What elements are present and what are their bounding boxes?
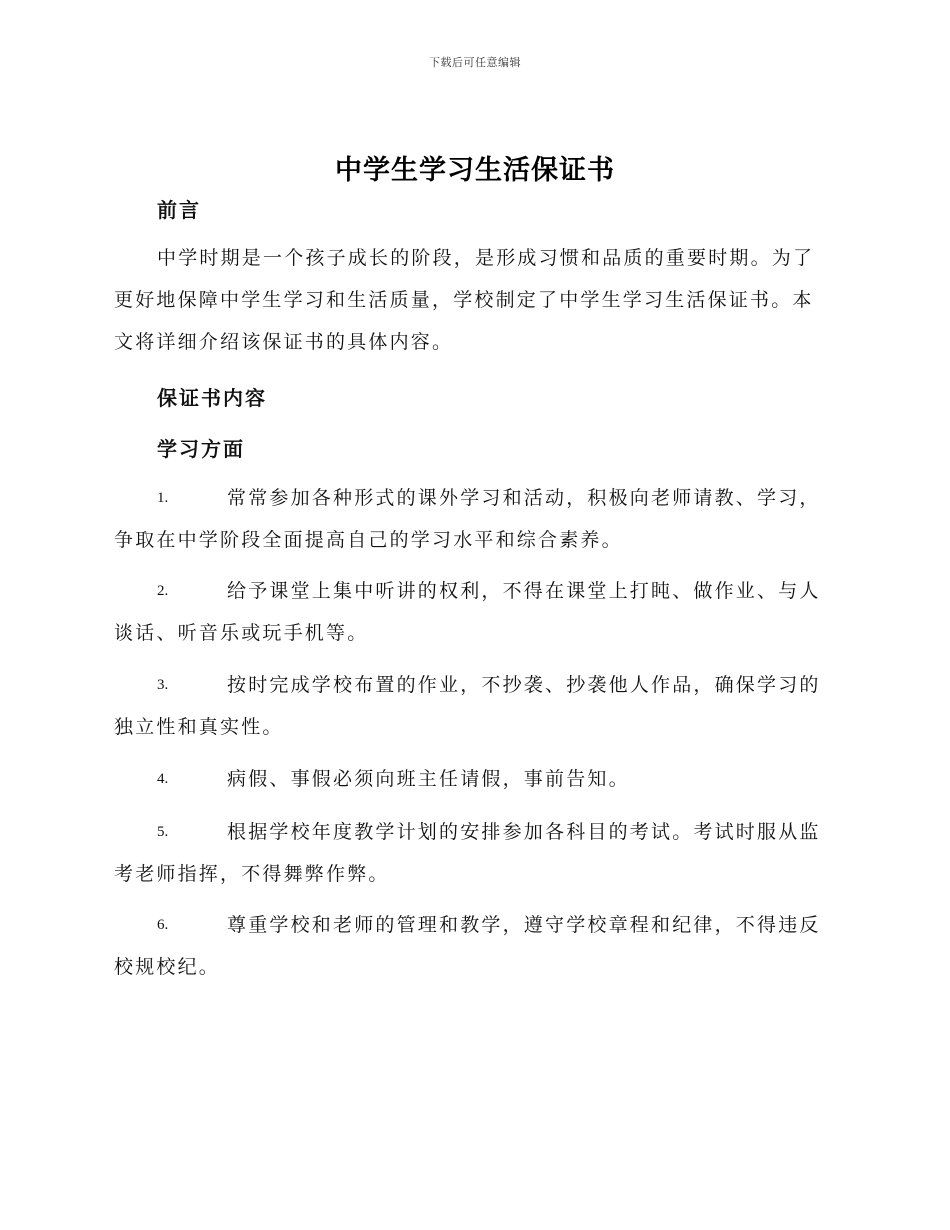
list-item-number: 2. [157, 583, 169, 599]
list-item-number: 4. [157, 771, 169, 787]
study-heading: 学习方面 [157, 437, 245, 461]
list-item [114, 758, 834, 800]
list-item [114, 664, 834, 748]
list-item [114, 570, 834, 654]
list-item-text: 常常参加各种形式的课外学习和活动，积极向老师请教、学习，争取在中学阶段全面提高自己的学习水平和综合素养。 [114, 487, 821, 551]
list-item-number: 5. [157, 824, 169, 840]
content-heading: 保证书内容 [157, 386, 267, 410]
list-item-text: 按时完成学校布置的作业，不抄袭、抄袭他人作品，确保学习的独立性和真实性。 [114, 674, 821, 738]
preface-paragraph: 中学时期是一个孩子成长的阶段，是形成习惯和品质的重要时期。为了更好地保障中学生学习和生活质量，学校制定了中学生学习生活保证书。本文将详细介绍该保证书的具体内容。 [114, 247, 815, 353]
list-item-number: 6. [157, 917, 169, 933]
list-item-number: 1. [157, 490, 169, 506]
list-item [114, 811, 834, 895]
list-item-text: 根据学校年度教学计划的安排参加各科目的考试。考试时服从监考老师指挥，不得舞弊作弊。 [114, 821, 821, 885]
header-note: 下载后可任意编辑 [429, 56, 521, 69]
document-title: 中学生学习生活保证书 [335, 155, 615, 186]
list-item [114, 477, 834, 561]
preface-heading: 前言 [157, 198, 201, 222]
list-item-text: 给予课堂上集中听讲的权利，不得在课堂上打盹、做作业、与人谈话、听音乐或玩手机等。 [114, 580, 821, 644]
list-item-text: 病假、事假必须向班主任请假，事前告知。 [227, 768, 630, 790]
list-item-text: 尊重学校和老师的管理和教学，遵守学校章程和纪律，不得违反校规校纪。 [114, 914, 821, 978]
list-item-number: 3. [157, 677, 169, 693]
list-item [114, 904, 834, 988]
